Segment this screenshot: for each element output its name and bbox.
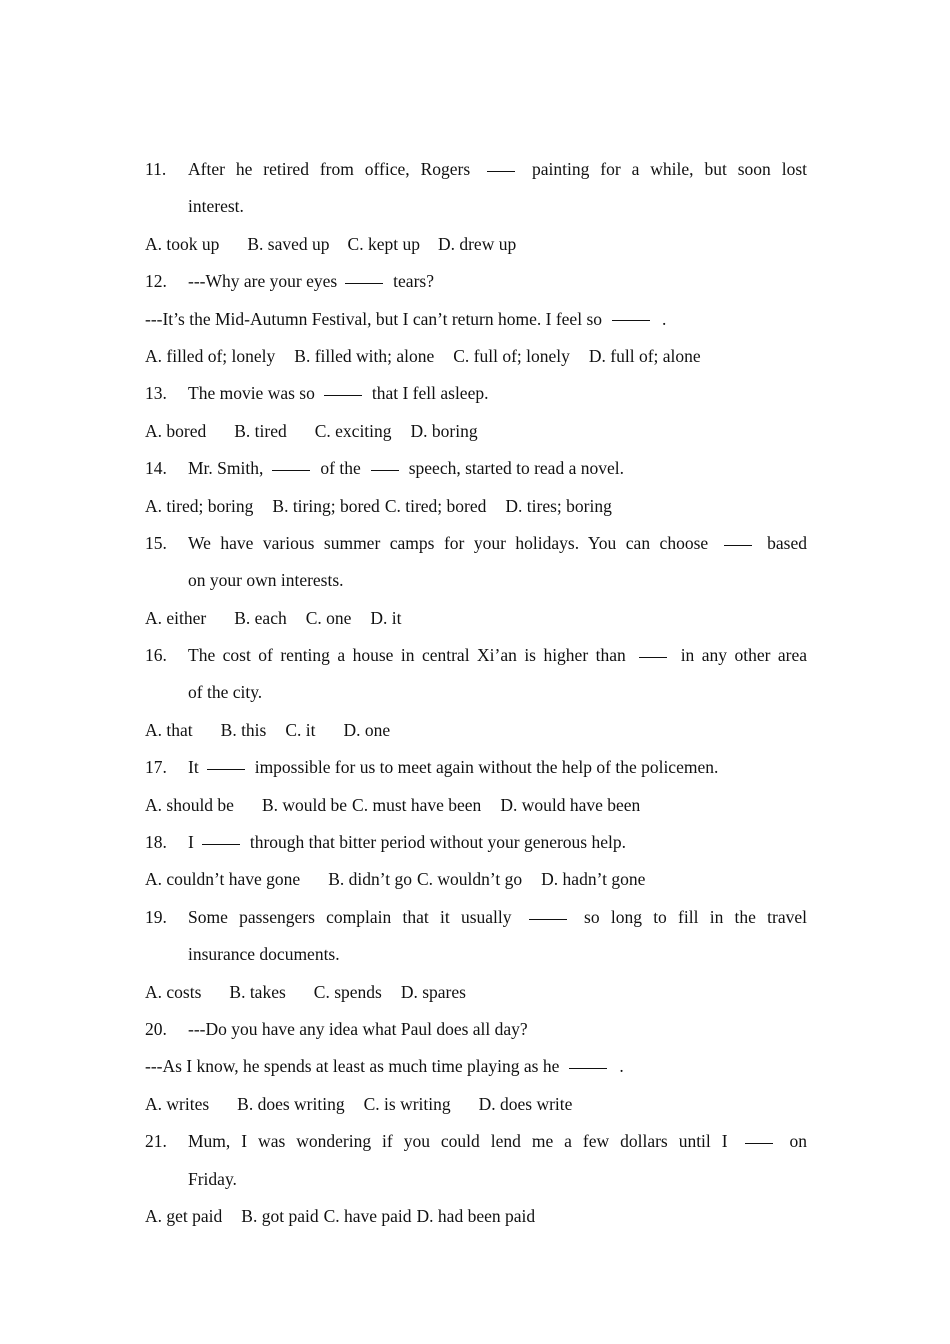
option-a: A. writes xyxy=(145,1093,210,1114)
stem-text: so long to fill in the travel xyxy=(584,906,808,927)
option-b: B. tiring; bored xyxy=(272,495,380,516)
options-row xyxy=(145,1198,807,1235)
answer-blank xyxy=(324,394,362,396)
options-row xyxy=(145,600,807,637)
option-d: D. hadn’t gone xyxy=(541,869,646,890)
answer-blank xyxy=(207,768,245,770)
question-number: 21. xyxy=(145,1131,167,1152)
option-a: A. should be xyxy=(145,794,234,815)
question-stem-continued: on your own interests. xyxy=(188,570,344,591)
options-row xyxy=(145,787,807,824)
question-number: 14. xyxy=(145,458,167,479)
stem-text: based xyxy=(767,532,808,553)
option-a: A. tired; boring xyxy=(145,495,254,516)
stem-text: of the xyxy=(320,458,361,479)
dialogue-line xyxy=(145,301,807,338)
stem-text: painting for a while, but soon lost xyxy=(532,159,807,179)
options-row xyxy=(145,338,807,375)
question-11 xyxy=(145,151,807,188)
option-b: B. saved up xyxy=(247,233,330,254)
stem-text: Some passengers complain that it usually xyxy=(188,906,512,927)
question-stem-continued: insurance documents. xyxy=(188,944,340,965)
question-number: 12. xyxy=(145,271,167,292)
option-b: B. filled with; alone xyxy=(294,345,435,366)
stem-text: tears? xyxy=(393,271,434,292)
question-21 xyxy=(145,1123,807,1160)
question-stem xyxy=(188,1123,807,1160)
question-stem-continued: interest. xyxy=(188,196,244,217)
answer-blank xyxy=(612,319,650,321)
option-b: B. got paid xyxy=(241,1205,319,1226)
option-d: D. boring xyxy=(410,420,478,441)
stem-text: After he retired from office, Rogers xyxy=(188,159,471,179)
stem-text: ---Why are your eyes xyxy=(188,271,338,292)
question-number: 18. xyxy=(145,832,167,853)
option-d: D. drew up xyxy=(437,233,517,254)
stem-text: It xyxy=(188,757,199,778)
options-row xyxy=(145,1086,807,1123)
answer-blank xyxy=(745,1142,773,1144)
options-row xyxy=(145,712,807,749)
question-number: 13. xyxy=(145,383,167,404)
options-row xyxy=(145,861,807,898)
question-number: 19. xyxy=(145,906,167,927)
question-number: 15. xyxy=(145,532,167,553)
answer-blank xyxy=(345,282,383,284)
answer-blank xyxy=(529,918,567,920)
option-d: D. tires; boring xyxy=(505,495,612,516)
stem-text: speech, started to read a novel. xyxy=(408,458,624,479)
stem-text: impossible for us to meet again without the help of the policemen. xyxy=(254,757,719,778)
question-number: 20. xyxy=(145,1018,167,1039)
question-stem xyxy=(188,899,807,936)
question-15 xyxy=(145,525,807,562)
option-c: C. tired; bored xyxy=(384,495,487,516)
option-b: B. didn’t go xyxy=(328,869,412,890)
question-18 xyxy=(145,824,807,861)
stem-text: that I fell asleep. xyxy=(371,383,489,404)
option-d: D. does write xyxy=(478,1093,573,1114)
answer-blank xyxy=(272,469,310,471)
options-row xyxy=(145,413,807,450)
option-c: C. exciting xyxy=(314,420,392,441)
options-row xyxy=(145,974,807,1011)
stem-text: I xyxy=(188,832,194,853)
option-b: B. does writing xyxy=(237,1093,345,1114)
question-13 xyxy=(145,375,807,412)
stem-text: ---Do you have any idea what Paul does all day? xyxy=(188,1018,528,1039)
question-number: 17. xyxy=(145,757,167,778)
options-row xyxy=(145,226,807,263)
option-d: D. one xyxy=(343,719,391,740)
stem-text: through that bitter period without your generous help. xyxy=(249,832,627,853)
option-b: B. this xyxy=(220,719,267,740)
option-a: A. bored xyxy=(145,420,207,441)
option-c: C. is writing xyxy=(363,1093,451,1114)
question-stem-continued: Friday. xyxy=(188,1168,237,1189)
stem-text: We have various summer camps for your holidays. You can choose xyxy=(188,532,709,553)
option-c: C. it xyxy=(285,719,316,740)
option-d: D. had been paid xyxy=(416,1205,536,1226)
answer-blank xyxy=(371,469,399,471)
option-a: A. took up xyxy=(145,233,220,254)
question-stem xyxy=(188,637,807,674)
option-c: C. kept up xyxy=(347,233,420,254)
stem-text: Mum, I was wondering if you could lend me a few dollars until I xyxy=(188,1131,728,1152)
stem-text: Mr. Smith, xyxy=(188,458,264,479)
option-d: D. full of; alone xyxy=(588,345,701,366)
option-c: C. wouldn’t go xyxy=(417,869,523,890)
question-14 xyxy=(145,450,807,487)
options-row xyxy=(145,488,807,525)
question-sheet xyxy=(145,151,807,1235)
option-b: B. each xyxy=(234,607,287,628)
question-stem-continued: of the city. xyxy=(188,682,263,703)
option-c: C. must have been xyxy=(352,794,482,815)
answer-blank xyxy=(569,1067,607,1069)
option-b: B. tired xyxy=(234,420,287,441)
option-a: A. couldn’t have gone xyxy=(145,869,301,890)
stem-text: on xyxy=(789,1131,808,1152)
option-d: D. spares xyxy=(400,981,466,1002)
question-19 xyxy=(145,899,807,936)
question-12 xyxy=(145,263,807,300)
option-b: B. would be xyxy=(261,794,348,815)
question-stem xyxy=(188,525,807,562)
stem-text: in any other area xyxy=(680,645,808,666)
stem-text: ---It’s the Mid-Autumn Festival, but I can’t return home. I feel so xyxy=(145,308,602,329)
answer-blank xyxy=(487,170,515,172)
stem-text: The movie was so xyxy=(188,383,315,404)
option-b: B. takes xyxy=(229,981,286,1002)
question-20 xyxy=(145,1011,807,1048)
stem-text: . xyxy=(619,1056,624,1077)
option-c: C. one xyxy=(305,607,352,628)
answer-blank xyxy=(639,656,667,658)
option-a: A. costs xyxy=(145,981,202,1002)
question-number: 11. xyxy=(145,159,167,179)
stem-text: . xyxy=(662,308,667,329)
option-a: A. either xyxy=(145,607,207,628)
question-stem xyxy=(188,151,807,188)
question-number: 16. xyxy=(145,645,167,666)
option-d: D. it xyxy=(370,607,402,628)
question-16 xyxy=(145,637,807,674)
option-a: A. filled of; lonely xyxy=(145,345,276,366)
stem-text: ---As I know, he spends at least as much time playing as he xyxy=(145,1056,560,1077)
dialogue-line xyxy=(145,1048,807,1085)
option-d: D. would have been xyxy=(500,794,641,815)
option-a: A. get paid xyxy=(145,1205,223,1226)
option-c: C. spends xyxy=(313,981,382,1002)
option-a: A. that xyxy=(145,719,193,740)
option-c: C. have paid xyxy=(323,1205,412,1226)
answer-blank xyxy=(724,544,752,546)
question-17 xyxy=(145,749,807,786)
option-c: C. full of; lonely xyxy=(453,345,570,366)
answer-blank xyxy=(202,843,240,845)
stem-text: The cost of renting a house in central Xi’an is higher than xyxy=(188,645,626,666)
